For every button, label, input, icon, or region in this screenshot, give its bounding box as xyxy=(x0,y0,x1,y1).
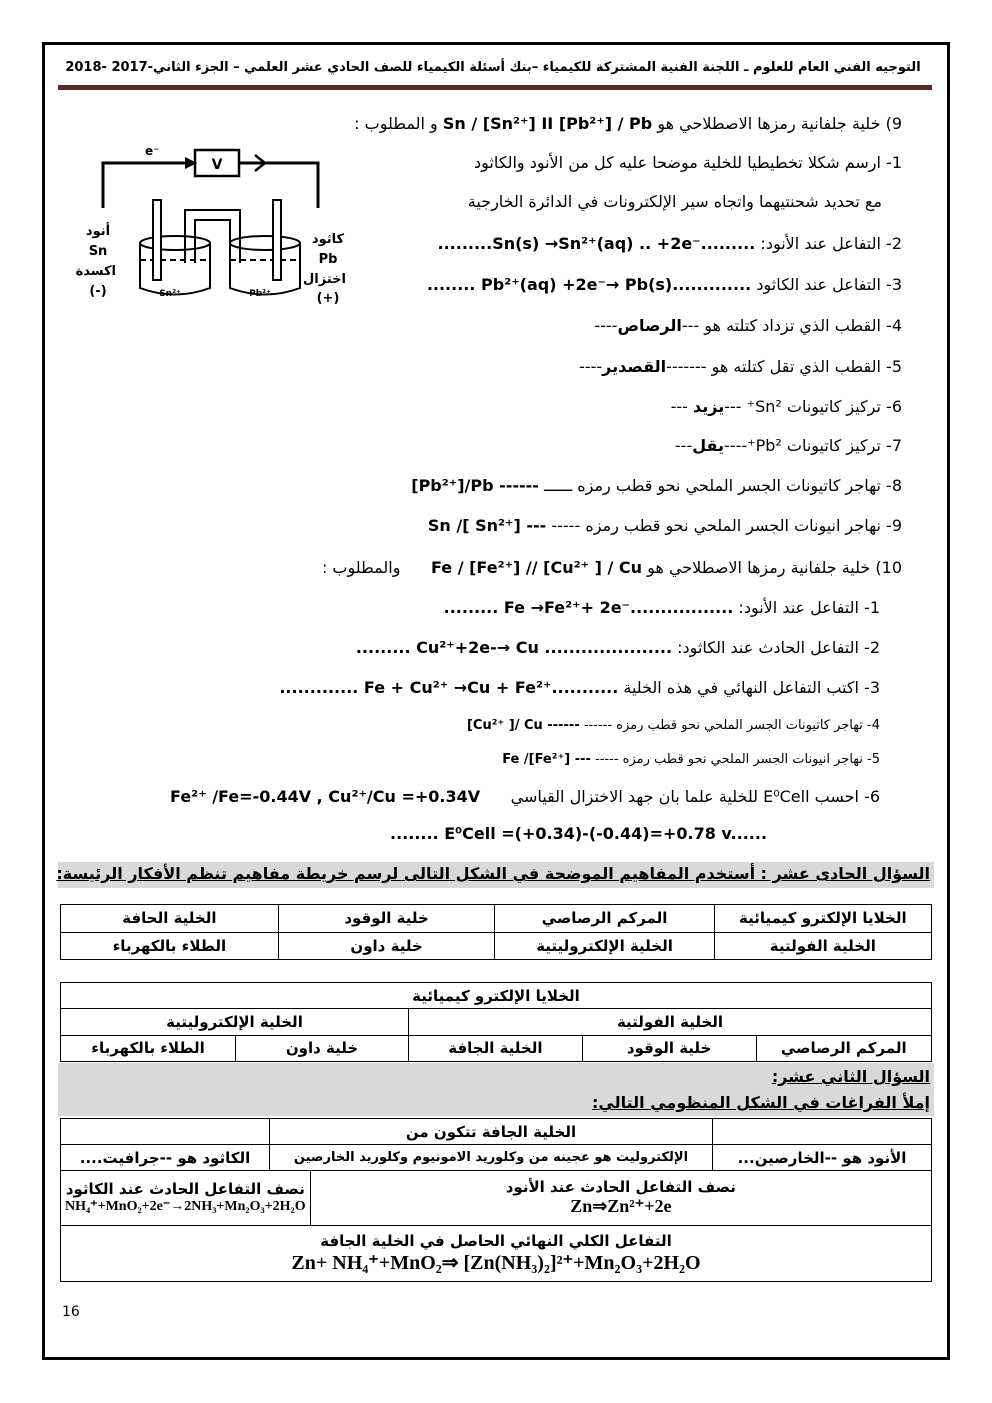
concept-cell: الخلية الفولتية xyxy=(714,932,931,960)
table-row xyxy=(61,1119,932,1145)
beaker-anode xyxy=(140,236,210,295)
table-row xyxy=(61,983,932,1009)
anode-element: Sn xyxy=(88,244,108,259)
electron-symbol: e⁻ xyxy=(145,144,160,158)
q12-subtitle: إملأ الفراغات في الشكل المنظومي التالي: xyxy=(592,1093,930,1112)
q9-item7: 7- تركيز كاتيونات Pb²⁺----يقل--- xyxy=(674,436,902,455)
q9-item4: 4- القطب الذي تزداد كتلته هو ---الرصاص---- xyxy=(594,316,902,335)
cathode-cell: الكاثود هو --جرافيت.... xyxy=(61,1145,270,1171)
q9-item6: 6- تركيز كاتيونات Sn²⁺ ---يزيد --- xyxy=(670,397,902,416)
q10-item1: 1- التفاعل عند الأنود: ......... Fe →Fe²⁺+ 2e⁻................. xyxy=(443,598,880,617)
cathode-half-equation: NH₄⁺+MnO₂+2e⁻→2NH₃+Mn₂O₃+2H₂O xyxy=(65,1199,306,1215)
q10-intro: 10) خلية جلفانية رمزها الاصطلاحي هو Fe / [Fe²⁺] // [Cu²⁺ ] / Cu والمطلوب : xyxy=(321,558,902,577)
q10-item5: 5- نهاجر انيونات الجسر الملحي نحو قطب رمزه ----- Fe /[Fe²⁺] --- xyxy=(502,752,880,767)
q11-title: السؤال الحادى عشر : أستخدم المفاهيم الموضحة في الشكل التالى لرسم خريطة مفاهيم تنظم الأفكار الرئيسة: xyxy=(56,864,930,883)
concept-cell: الخلية الإلكتروليتية xyxy=(495,932,714,960)
overall-equation: Zn+ NH₄⁺+MnO₂⇒ [Zn(NH₃)₂]²⁺+Mn₂O₃+2H₂O xyxy=(291,1251,701,1274)
table-row xyxy=(61,932,932,960)
q9-intro: 9) خلية جلفانية رمزها الاصطلاحي هو Sn / [Sn²⁺] II [Pb²⁺] / Pb و المطلوب : xyxy=(354,114,902,133)
empty-cell xyxy=(61,1119,270,1145)
table-row xyxy=(61,1225,932,1281)
map-voltaic: الخلية الفولتية xyxy=(409,1009,932,1035)
table-row xyxy=(61,1171,932,1225)
overall-title: التفاعل الكلي النهائي الحاصل في الخلية الجافة xyxy=(320,1231,672,1250)
anode-sign: (-) xyxy=(89,284,107,299)
q12-title: السؤال الثاني عشر: xyxy=(771,1067,930,1086)
cathode-element: Pb xyxy=(318,252,338,267)
anode-half-reaction xyxy=(310,1171,931,1225)
concept-cell: خلية داون xyxy=(278,932,495,960)
anode-process: اكسدة xyxy=(75,264,116,279)
q9-item1a: 1- ارسم شكلا تخطيطيا للخلية موضحا عليه كل من الأنود والكاثود xyxy=(474,153,902,172)
cathode-sign: (+) xyxy=(316,291,340,306)
anode-half-title: نصف التفاعل الحادث عند الأنود xyxy=(505,1178,736,1197)
table-row xyxy=(61,1009,932,1035)
q10-item6: 6- احسب E⁰Cell للخلية علما بان جهد الاختزال القياسي Fe²⁺ /Fe=-0.44V , Cu²⁺/Cu =+0.34V xyxy=(170,787,880,806)
table-row xyxy=(61,905,932,933)
cathode-half-title: نصف التفاعل الحادث عند الكاثود xyxy=(65,1180,305,1199)
map-leaf: خلية الوقود xyxy=(582,1035,756,1061)
concept-cell: الخلايا الإلكترو كيميائية xyxy=(714,905,931,933)
q11-concept-map xyxy=(60,982,932,1062)
page-number: 16 xyxy=(62,1304,80,1320)
pb-ion-label: Pb²⁺ xyxy=(249,289,271,299)
cathode-half-reaction xyxy=(61,1171,311,1225)
concept-cell: المركم الرصاصي xyxy=(495,905,714,933)
q10-item3: 3- اكتب التفاعل النهائي في هذه الخلية ............. Fe + Cu²⁺ →Cu + Fe²⁺........... xyxy=(279,678,880,697)
sn-ion-label: Sn²⁺ xyxy=(159,289,181,299)
map-leaf: خلية داون xyxy=(236,1035,409,1061)
q12-dry-cell-table xyxy=(60,1118,932,1282)
cathode-label: كاثود xyxy=(311,232,345,247)
q9-item1b: مع تحديد شحنتيهما واتجاه سير الإلكترونات في الدائرة الخارجية xyxy=(467,192,882,211)
anode-label: أنود xyxy=(85,224,111,239)
q9-item5: 5- القطب الذي تقل كتلته هو -------القصدير---- xyxy=(579,357,902,376)
q10-item4: 4- تهاجر كاتيونات الجسر الملحي نحو قطب رمزه ------ [Cu²⁺ ]/ Cu ------ xyxy=(466,718,880,733)
map-leaf: الخلية الجافة xyxy=(409,1035,583,1061)
map-electrolytic: الخلية الإلكتروليتية xyxy=(61,1009,409,1035)
q10-item2: 2- التفاعل الحادث عند الكاثود: ......... Cu²⁺+2e-→ Cu ..................... xyxy=(355,638,880,657)
table-row xyxy=(61,1145,932,1171)
q11-concepts-table xyxy=(60,904,932,960)
map-leaf: المركم الرصاصي xyxy=(756,1035,931,1061)
q10-answer: ........ E⁰Cell =(+0.34)-(-0.44)=+0.78 v...... xyxy=(390,824,768,843)
header-rule xyxy=(58,85,932,90)
q9-item2: 2- التفاعل عند الأنود: .........Sn(s) →Sn²⁺(aq) .. +2e⁻......... xyxy=(437,234,902,253)
concept-cell: الخلية الحافة xyxy=(61,905,279,933)
concept-cell: الطلاء بالكهرباء xyxy=(61,932,279,960)
empty-cell xyxy=(713,1119,932,1145)
table-row xyxy=(61,1035,932,1061)
cathode-process: اختزال xyxy=(303,272,346,287)
anode-cell: الأنود هو --الخارصين... xyxy=(713,1145,932,1171)
page-header: التوجيه الفني العام للعلوم ـ اللجنة الفنية المشتركة للكيمياء –بنك أسئلة الكيمياء للصف الحادي عشر العلمي – الجزء الثاني-2017 -2018 xyxy=(65,60,921,75)
cathode-electrode xyxy=(273,200,281,280)
voltmeter-label: V xyxy=(211,157,223,173)
map-root: الخلايا الإلكترو كيميائية xyxy=(61,983,932,1009)
concept-cell: خلية الوقود xyxy=(278,905,495,933)
q9-item9: 9- نهاجر انيونات الجسر الملحي نحو قطب رمزه ----- Sn /[ Sn²⁺] --- xyxy=(427,516,902,535)
dry-cell-title: الخلية الجافة تتكون من xyxy=(270,1119,713,1145)
q9-item8: 8- تهاجر كاتيونات الجسر الملحي نحو قطب رمزه ــــــ [Pb²⁺]/Pb ------ xyxy=(411,476,902,495)
electrolyte-cell: الإلكتروليت هو عجينه من وكلوريد الامونيوم وكلوريد الخارصين xyxy=(270,1145,713,1171)
map-leaf: الطلاء بالكهرباء xyxy=(61,1035,236,1061)
anode-half-equation: Zn⇒Zn²⁺+2e xyxy=(570,1196,672,1217)
q9-item3: 3- التفاعل عند الكاثود ........ Pb²⁺(aq) +2e⁻→ Pb(s)............. xyxy=(426,275,902,294)
anode-electrode xyxy=(153,200,161,280)
overall-reaction xyxy=(61,1225,932,1281)
